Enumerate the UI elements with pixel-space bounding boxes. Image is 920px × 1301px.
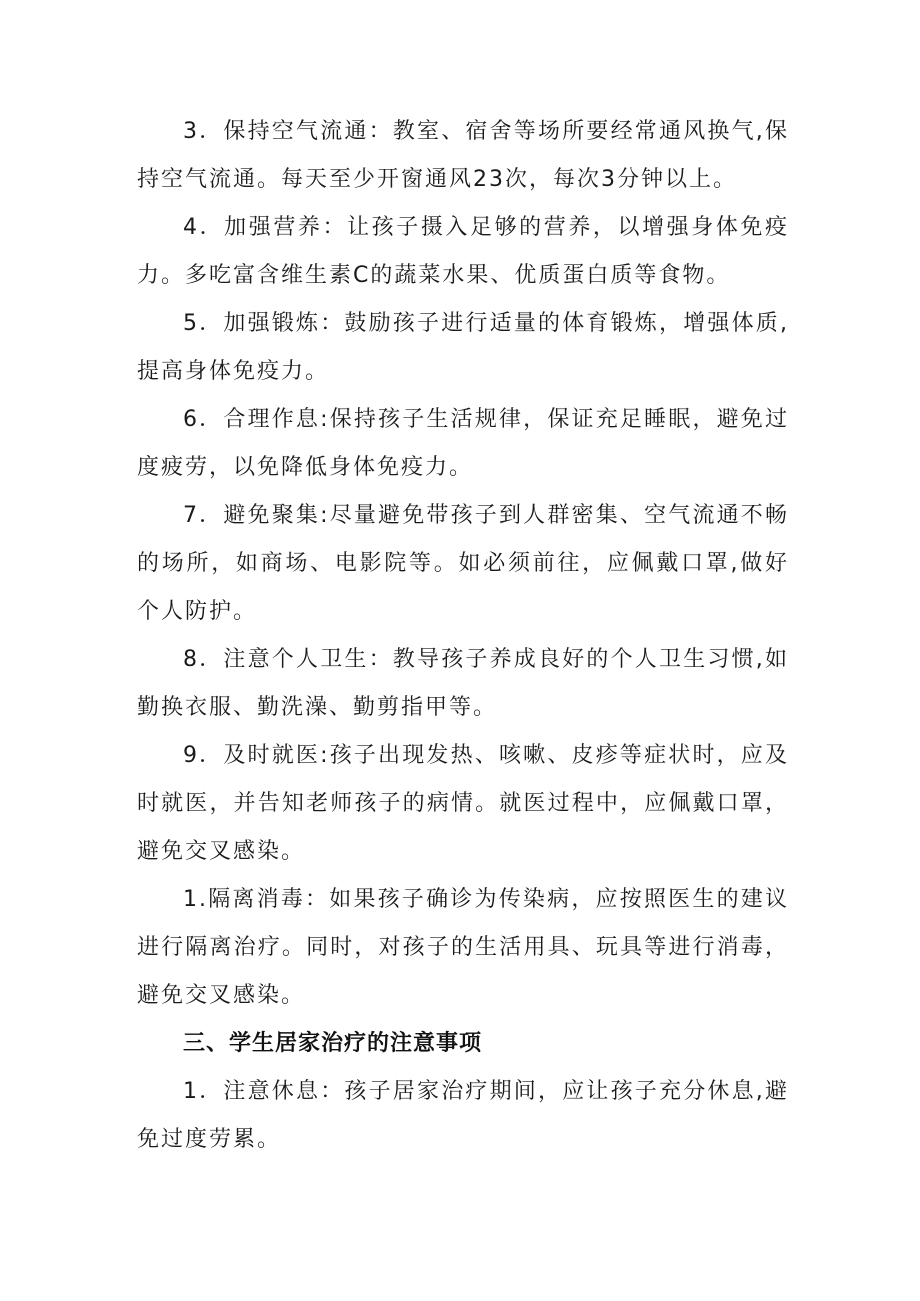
- paragraph-item-6: 6．合理作息:保持孩子生活规律，保证充足睡眠，避免过度疲劳，以免降低身体免疫力。: [137, 407, 789, 480]
- paragraph-item-9: 9．及时就医:孩子出现发热、咳嗽、皮疹等症状时，应及时就医，并告知老师孩子的病情。就医过程中，应佩戴口罩，避免交叉感染。: [137, 743, 789, 864]
- paragraph-item-4: 4．加强营养：让孩子摄入足够的营养，以增强身体免疫力。多吃富含维生素C的蔬菜水果、优质蛋白质等食物。: [137, 215, 789, 288]
- document-body: [137, 108, 789, 1164]
- paragraph-item-5: 5．加强锻炼：鼓励孩子进行适量的体育锻炼，增强体质,提高身体免疫力。: [137, 311, 789, 384]
- paragraph-item-8: 8．注意个人卫生：教导孩子养成良好的个人卫生习惯,如勤换衣服、勤洗澡、勤剪指甲等。: [137, 647, 789, 720]
- section-paragraph-1: 1．注意休息：孩子居家治疗期间，应让孩子充分休息,避免过度劳累。: [137, 1079, 789, 1152]
- paragraph-item-3: 3．保持空气流通：教室、宿舍等场所要经常通风换气,保持空气流通。每天至少开窗通风23次，每次3分钟以上。: [137, 119, 789, 192]
- section-heading: 三、学生居家治疗的注意事项: [183, 1031, 483, 1056]
- paragraph-item-isolation: 1.隔离消毒：如果孩子确诊为传染病，应按照医生的建议进行隔离治疗。同时，对孩子的生活用具、玩具等进行消毒，避免交叉感染。: [137, 887, 789, 1008]
- paragraph-item-7: 7．避免聚集:尽量避免带孩子到人群密集、空气流通不畅的场所，如商场、电影院等。如必须前往，应佩戴口罩,做好个人防护。: [137, 503, 789, 624]
